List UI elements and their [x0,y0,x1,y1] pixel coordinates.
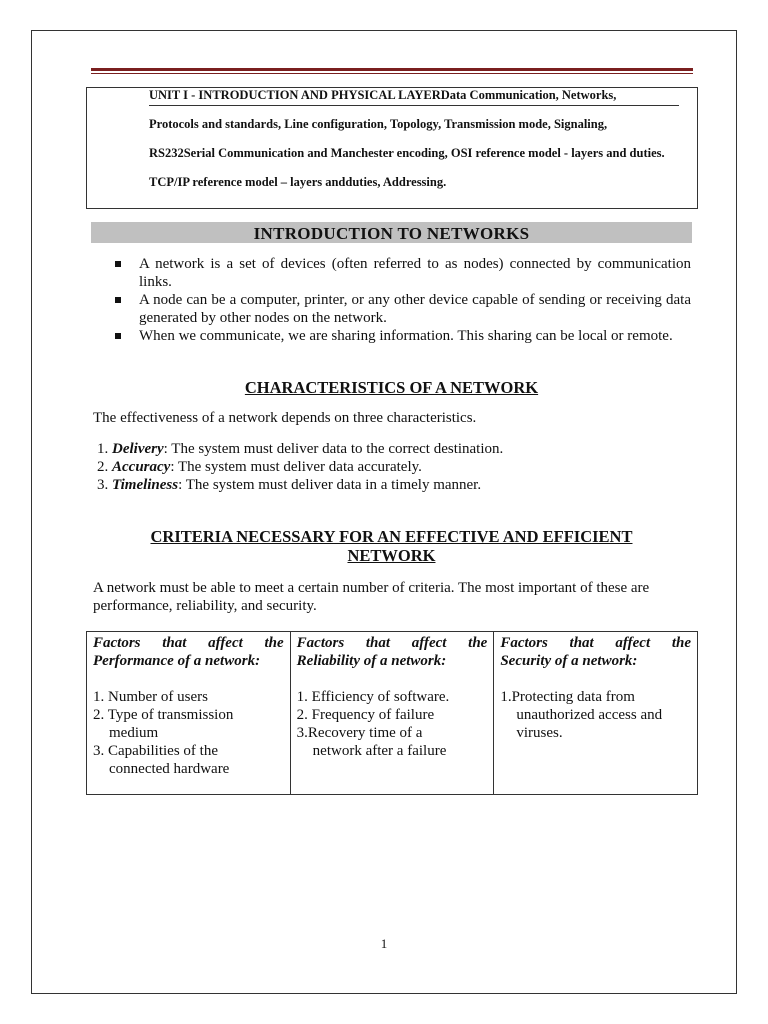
factor-item [297,724,488,760]
factor-text: 2. Type of transmission [93,707,234,723]
item-term: Delivery [112,441,164,457]
factor-text: 3. Capabilities of the [93,743,218,759]
heading-line: Reliability of a network: [296,653,447,669]
factor-item [93,688,284,706]
factors-table [86,631,698,795]
bullet-square-icon [115,333,121,339]
heading-line: Security of a network: [500,653,638,669]
heading-line: Performance of a network: [93,653,261,669]
bullet-text: A network is a set of devices (often referred to as nodes) connected by communication links. [139,256,691,290]
column-heading [500,634,691,670]
heading-line: Factors that affect the [500,635,692,651]
syllabus-line: TCP/IP reference model – layers andduties, Addressing. [149,175,447,189]
syllabus-line: UNIT I - INTRODUCTION AND PHYSICAL LAYERData Communication, Networks, [149,88,617,102]
factor-text: 2. Frequency of failure [296,707,435,723]
reliability-column [291,632,495,794]
performance-column [87,632,291,794]
factor-text-cont: connected hardware [109,761,230,777]
factor-text: 1. Efficiency of software. [296,689,450,705]
header-rule [91,68,693,74]
characteristic-item [97,458,503,476]
item-term: Accuracy [112,459,171,475]
unit-syllabus-box [86,87,698,209]
bullet-text: When we communicate, we are sharing information. This sharing can be local or remote. [139,328,673,344]
factor-item [93,742,284,778]
page-number: 1 [380,936,388,951]
security-column [494,632,697,794]
characteristics-list [97,440,503,494]
factor-item [297,706,488,724]
column-heading [93,634,284,670]
bullet-item [115,291,691,327]
factor-item [297,688,488,706]
factor-text: 1.Protecting data from [500,689,635,705]
factor-item [93,706,284,742]
factor-text-cont: network after a failure [312,743,447,759]
bullet-square-icon [115,261,121,267]
criteria-heading-line2: NETWORK [347,546,436,565]
factor-item [500,688,691,742]
bullet-item [115,255,691,291]
column-heading [297,634,488,670]
item-number: 1. [97,441,109,457]
item-text: : The system must deliver data in a timely manner. [178,477,482,493]
item-text: : The system must deliver data accurately. [170,459,422,475]
characteristic-item [97,476,503,494]
item-number: 3. [97,477,109,493]
characteristics-heading: CHARACTERISTICS OF A NETWORK [244,378,539,397]
item-text: : The system must deliver data to the correct destination. [163,441,504,457]
intro-section-title: INTRODUCTION TO NETWORKS [91,222,692,243]
intro-bullet-list [115,255,691,345]
heading-line: Factors that affect the [296,635,488,651]
factor-text: 1. Number of users [93,689,208,705]
factor-text: 3.Recovery time of a [296,725,423,741]
factor-text-cont: viruses. [516,725,563,741]
heading-line: Factors that affect the [93,635,284,651]
criteria-heading [91,527,692,565]
syllabus-line: Protocols and standards, Line configuration, Topology, Transmission mode, Signaling, [149,117,608,131]
characteristics-intro: The effectiveness of a network depends on three characteristics. [93,410,477,426]
item-term: Timeliness [112,477,179,493]
factor-text-cont: medium [109,725,159,741]
bullet-item [115,327,691,345]
criteria-heading-line1: CRITERIA NECESSARY FOR AN EFFECTIVE AND EFFICIENT [150,527,633,546]
factor-text-cont: unauthorized access and [516,707,663,723]
syllabus-underline [149,105,679,106]
criteria-intro: A network must be able to meet a certain number of criteria. The most important of these are performance, reliability, and security. [93,580,650,614]
bullet-square-icon [115,297,121,303]
bullet-text: A node can be a computer, printer, or any other device capable of sending or receiving data generated by other nodes on the network. [139,292,691,326]
item-number: 2. [97,459,109,475]
characteristic-item [97,440,503,458]
syllabus-line: RS232Serial Communication and Manchester encoding, OSI reference model - layers and duties. [149,146,665,160]
